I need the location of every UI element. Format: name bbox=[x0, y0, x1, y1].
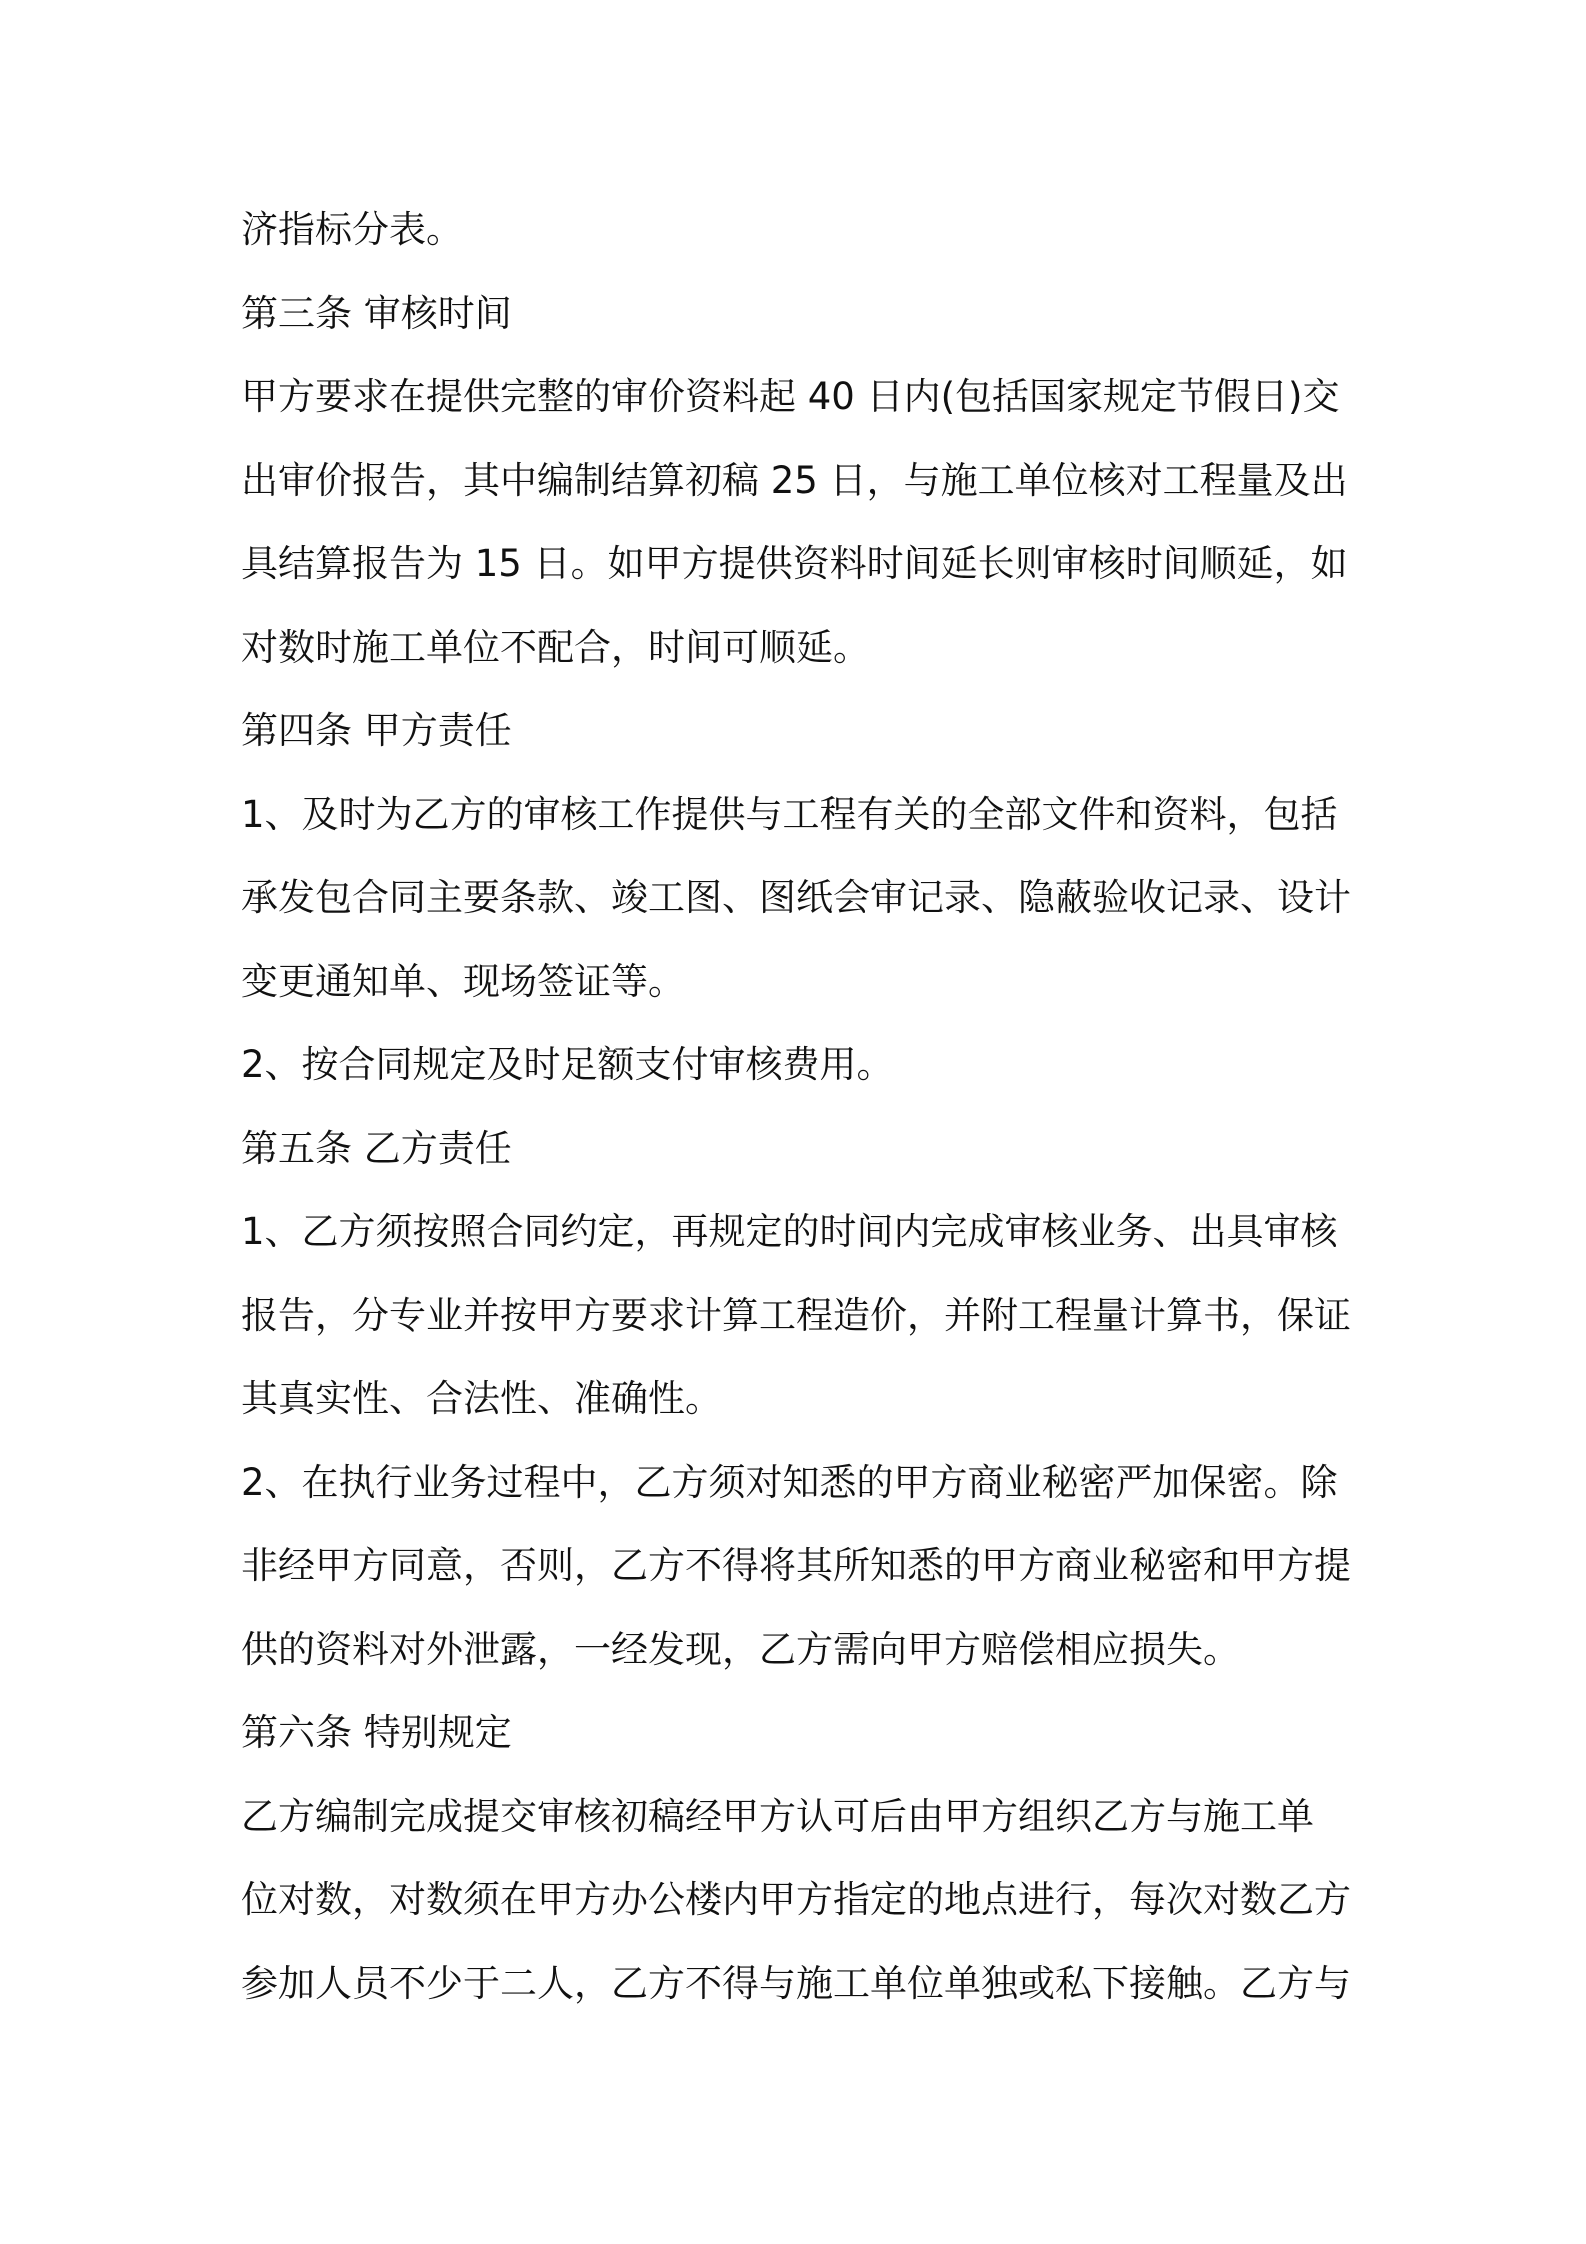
text-line: 济指标分表。 bbox=[241, 208, 463, 251]
text-line: 2、按合同规定及时足额支付审核费用。 bbox=[241, 1043, 894, 1086]
text-line: 位对数，对数须在甲方办公楼内甲方指定的地点进行，每次对数乙方 bbox=[241, 1878, 1351, 1921]
text-line: 具结算报告为 15 日。如甲方提供资料时间延长则审核时间顺延，如 bbox=[241, 542, 1348, 585]
text-line: 2、在执行业务过程中，乙方须对知悉的甲方商业秘密严加保密。除 bbox=[241, 1461, 1338, 1504]
text-line: 变更通知单、现场签证等。 bbox=[241, 960, 685, 1003]
text-line: 1、乙方须按照合同约定，再规定的时间内完成审核业务、出具审核 bbox=[241, 1210, 1338, 1253]
text-line: 乙方编制完成提交审核初稿经甲方认可后由甲方组织乙方与施工单 bbox=[241, 1795, 1314, 1838]
section-heading: 第四条 甲方责任 bbox=[241, 709, 512, 752]
text-line: 报告，分专业并按甲方要求计算工程造价，并附工程量计算书，保证 bbox=[241, 1294, 1351, 1337]
text-line: 对数时施工单位不配合，时间可顺延。 bbox=[241, 626, 870, 669]
text-line: 出审价报告，其中编制结算初稿 25 日，与施工单位核对工程量及出 bbox=[241, 459, 1348, 502]
section-heading: 第六条 特别规定 bbox=[241, 1711, 512, 1754]
section-heading: 第三条 审核时间 bbox=[241, 292, 512, 335]
text-line: 承发包合同主要条款、竣工图、图纸会审记录、隐蔽验收记录、设计 bbox=[241, 876, 1351, 919]
section-heading: 第五条 乙方责任 bbox=[241, 1127, 512, 1170]
text-line: 甲方要求在提供完整的审价资料起 40 日内(包括国家规定节假日)交 bbox=[241, 375, 1340, 418]
text-line: 供的资料对外泄露，一经发现，乙方需向甲方赔偿相应损失。 bbox=[241, 1628, 1240, 1671]
text-line: 非经甲方同意，否则，乙方不得将其所知悉的甲方商业秘密和甲方提 bbox=[241, 1544, 1351, 1587]
text-line: 1、及时为乙方的审核工作提供与工程有关的全部文件和资料，包括 bbox=[241, 793, 1338, 836]
text-line: 参加人员不少于二人，乙方不得与施工单位单独或私下接触。乙方与 bbox=[241, 1962, 1351, 2005]
text-line: 其真实性、合法性、准确性。 bbox=[241, 1377, 722, 1420]
